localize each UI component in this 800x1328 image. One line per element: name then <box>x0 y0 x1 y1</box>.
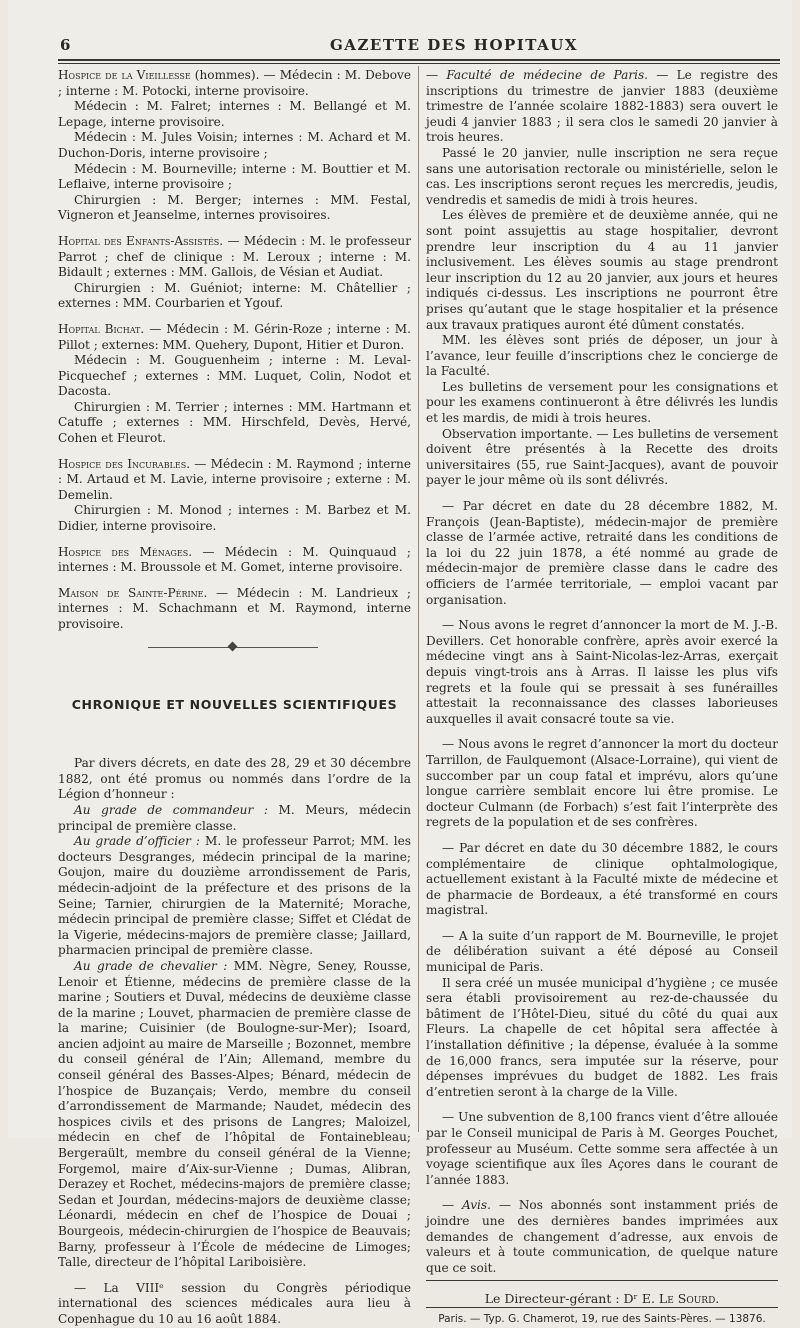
signature-rule <box>426 1280 778 1281</box>
left-paragraph: Hopital des Enfants-Assistés. — Médecin : M. le professeur Parrot ; chef de clinique : M. Leroux ; interne : M. Bidault ; externes : MM. Gallois, de Vésian et Audiat. <box>58 233 411 280</box>
section-ornament <box>58 639 411 657</box>
institution-name: Hopital Bichat <box>58 321 141 336</box>
left-paragraph: Médecin : M. Gouguenheim ; interne : M. Leval-Picquechef ; externes : MM. Luquet, Colin, Nodot et Dacosta. <box>58 353 411 399</box>
institution-name: Maison de Sainte-Périne <box>58 585 204 600</box>
page-title: GAZETTE DES HOPITAUX <box>330 36 579 54</box>
right-paragraph: Les bulletins de versement pour les consignations et pour les examens continueront à être délivrés les lundis et les mardis, de midi à trois heures. <box>426 379 778 426</box>
italic-heading: Faculté de médecine de Paris. <box>446 68 649 82</box>
institution-name: Hopital des Enfants-Assistés <box>58 233 220 248</box>
right-paragraph: — A la suite d’un rapport de M. Bourneville, le projet de délibération suivant a été déposé au Conseil municipal de Paris. <box>426 928 778 975</box>
left-paragraph: Chirurgien : M. Berger; internes : MM. Festal, Vigneron et Jeanselme, internes provisoires. <box>58 192 411 223</box>
right-paragraph: Observation importante. — Les bulletins de versement doivent être présentés à la Recette des droits universitaires (55, rue Saint-Jacques), avant de pouvoir payer le jour même où ils sont délivrés. <box>426 426 778 488</box>
right-paragraph: — Par décret en date du 30 décembre 1882, le cours complémentaire de clinique ophtalmologique, actuellement existant à la Faculté mixte de médecine et de pharmacie de Bordeaux, a été transformé en cours magistral. <box>426 840 778 918</box>
right-paragraph: — Avis. — Nos abonnés sont instamment priés de joindre une des dernières bandes imprimées aux demandes de changement d’adresse, aux envois de valeurs et à toute communication, de quelque nature que ce soit. <box>426 1198 778 1275</box>
italic-heading: Au grade de commandeur : <box>74 802 268 817</box>
right-paragraph: — Nous avons le regret d’annoncer la mort de M. J.-B. Devillers. Cet honorable confrère, après avoir exercé la médecine vingt ans à Saint-Nicolas-lez-Arras, exerçait depuis vingt-trois ans à Arras. Il laisse les plus vifs regrets et la foule qui se pressait à ses funérailles attestait la reconnaissance des classes laborieuses auxquelles il avait consacré toute sa vie. <box>426 618 778 726</box>
signature: Le Directeur-gérant : Dʳ E. Le Sourd. <box>484 1291 720 1307</box>
left-paragraph: Médecin : M. Falret; internes : M. Bellangé et M. Lepage, interne provisoire. <box>58 99 411 129</box>
column-separator <box>418 66 419 1132</box>
italic-heading: Avis. <box>461 1198 491 1213</box>
institution-name: Hospice des Incurables <box>58 456 187 471</box>
chronique-paragraph: Au grade d’officier : M. le professeur Parrot; MM. les docteurs Desgranges, médecin principal de la marine; Goujon, maire du douzième arrondissement de Paris, médecin-adjoint de la préfecture et des prisons de la Seine; Tarnier, chirurgien de la Maternité; Morache, médecin principal de première classe; Siffet et Clédat de la Vigerie, médecins-majors de première classe; Jaillard, pharmacien principal de première classe. <box>58 834 411 958</box>
right-paragraph: — Nous avons le regret d’annoncer la mort du docteur Tarrillon, de Faulquemont (Alsace-Lorraine), qui vient de succomber par un coup fatal et imprévu, alors qu’une longue carrière semblait encore lui être promise. Le docteur Culmann (de Forbach) s’est fait l’interprète des regrets de la population et de ses confrères. <box>426 737 778 830</box>
chronique-paragraph: — La VIIIᵉ session du Congrès périodique international des sciences médicales aura lieu à Copenhague du 10 au 16 août 1884. <box>58 1280 411 1326</box>
institution-name: Hospice des Ménages <box>58 544 189 559</box>
signature-rule-bottom <box>426 1307 778 1308</box>
left-paragraph: Hospice de la Vieillesse (hommes). — Médecin : M. Debove ; interne : M. Potocki, interne provisoire. <box>58 68 411 98</box>
italic-heading: Au grade d’officier : <box>74 834 200 849</box>
left-paragraph: Maison de Sainte-Périne. — Médecin : M. Landrieux ; internes : M. Schachmann et M. Raymond, interne provisoire. <box>58 585 411 631</box>
left-column <box>58 68 411 1328</box>
right-paragraph: Passé le 20 janvier, nulle inscription ne sera reçue sans une autorisation rectorale ou ministérielle, selon le cas. Les inscriptions seront reçues les mercredis, jeudis, vendredis et samedis de midi à trois heures. <box>426 145 778 207</box>
left-paragraph: Médecin : M. Bourneville; interne : M. Bouttier et M. Leflaive, interne provisoire ; <box>58 161 411 192</box>
left-paragraph: Chirurgien : M. Monod ; internes : M. Barbez et M. Didier, interne provisoire. <box>58 503 411 534</box>
right-paragraph: Il sera créé un musée municipal d’hygiène ; ce musée sera établi provisoirement au rez-de-chaussée du bâtiment de l’Hôtel-Dieu, situé du côté du quai aux Fleurs. La chapelle de cet hôpital sera affectée à l’installation définitive ; la dépense, évaluée à la somme de 16,000 francs, sera imputée sur la réserve, pour dépenses imprévues du budget de 1882. Les frais d’entretien seront à la charge de la Ville. <box>426 975 778 1099</box>
printer-line: Paris. — Typ. G. Chamerot, 19, rue des Saints-Pères. — 13876. <box>438 1312 766 1325</box>
left-paragraph: Médecin : M. Jules Voisin; internes : M. Achard et M. Duchon-Doris, interne provisoire ; <box>58 130 411 160</box>
right-paragraph: MM. les élèves sont priés de déposer, un jour à l’avance, leur feuille d’inscriptions chez le concierge de la Faculté. <box>426 333 778 379</box>
header-rule <box>58 59 780 61</box>
chronique-paragraph: Au grade de chevalier : MM. Nègre, Seney, Rousse, Lenoir et Étienne, médecins de première classe de la marine ; Soutiers et Duval, médecins de deuxième classe de la marine ; Louvet, pharmacien de première classe de la marine; Cuisinier (de Boulogne-sur-Mer); Isoard, ancien adjoint au maire de Marseille ; Bozonnet, membre du conseil général de l’Ain; Allemand, membre du conseil général des Basses-Alpes; Bénard, médecin de l’hospice de Buzançais; Verdo, membre du conseil d’arrondissement de Marmande; Naudet, médecin des hospices civils et des prisons de Langres; Maloizel, médecin en chef de l’hôpital de Fontainebleau; Bergeraült, membre du conseil général de la Vienne; Forgemol, maire d’Aix-sur-Vienne ; Dumas, Alibran, Derazey et Rochet, médecins-majors de première classe; Sedan et Jourdan, médecins-majors de deuxième classe; Léonardi, médecin en chef de l’hospice de Douai ; Bourgeois, médecin-chirurgien de l’hospice de Beauvais; Barny, professeur à l’École de médecine de Limoges; Talle, directeur de l’hôpital Lariboisière. <box>58 958 411 1270</box>
right-column <box>426 68 778 1328</box>
chronique-paragraph: Par divers décrets, en date des 28, 29 et 30 décembre 1882, ont été promus ou nommés dans l’ordre de la Légion d’honneur : <box>58 756 411 802</box>
header-rule-thin <box>58 63 780 64</box>
left-paragraph: Chirurgien : M. Guéniot; interne: M. Châtellier ; externes : MM. Courbarien et Ygouf. <box>58 280 411 311</box>
institution-name: Hospice de la Vieillesse <box>58 68 191 82</box>
italic-heading: Au grade de chevalier : <box>74 958 228 973</box>
right-paragraph: — Une subvention de 8,100 francs vient d’être allouée par le Conseil municipal de Paris à M. Georges Pouchet, professeur au Muséum. Cette somme sera affectée à un voyage scientifique aux îles Açores dans le courant de l’année 1883. <box>426 1110 778 1187</box>
right-paragraph: Les élèves de première et de deuxième année, qui ne sont point assujettis au stage hospitalier, devront prendre leur inscription du 4 au 11 janvier inclusivement. Les élèves soumis au stage prendront leur inscription du 12 au 20 janvier, aux jours et heures indiqués ci-dessus. Les inscriptions ne pourront être prises qu’autant que le stage hospitalier et la présence aux travaux pratiques auront été dûment constatés. <box>426 208 778 332</box>
left-paragraph: Chirurgien : M. Terrier ; internes : MM. Hartmann et Catuffe ; externes : MM. Hirschfeld, Devès, Hervé, Cohen et Fleurot. <box>58 399 411 446</box>
section-title: CHRONIQUE ET NOUVELLES SCIENTIFIQUES <box>71 696 398 712</box>
right-paragraph: — Faculté de médecine de Paris. — Le registre des inscriptions du trimestre de janvier 1883 (deuxième trimestre de l’année scolaire 1882-1883) sera ouvert le jeudi 4 janvier 1883 ; il sera clos le samedi 20 janvier à trois heures. <box>426 68 778 145</box>
page-number: 6 <box>60 36 71 54</box>
left-paragraph: Hopital Bichat. — Médecin : M. Gérin-Roze ; interne : M. Pillot ; externes: MM. Quehery, Dupont, Hitier et Duron. <box>58 321 411 352</box>
left-paragraph: Hospice des Incurables. — Médecin : M. Raymond ; interne : M. Artaud et M. Lavie, interne provisoire ; externe : M. Demelin. <box>58 456 412 502</box>
right-paragraph: — Par décret en date du 28 décembre 1882, M. François (Jean-Baptiste), médecin-major de première classe de l’armée active, retraité dans les conditions de la loi du 22 juin 1878, a été nommé au grade de médecin-major de première classe dans le cadre des officiers de l’armée territoriale, — emploi vacant par organisation. <box>426 499 778 607</box>
chronique-paragraph: Au grade de commandeur : M. Meurs, médecin principal de première classe. <box>58 802 412 833</box>
left-paragraph: Hospice des Ménages. — Médecin : M. Quinquaud ; internes : M. Broussole et M. Gomet, interne provisoire. <box>58 544 411 575</box>
